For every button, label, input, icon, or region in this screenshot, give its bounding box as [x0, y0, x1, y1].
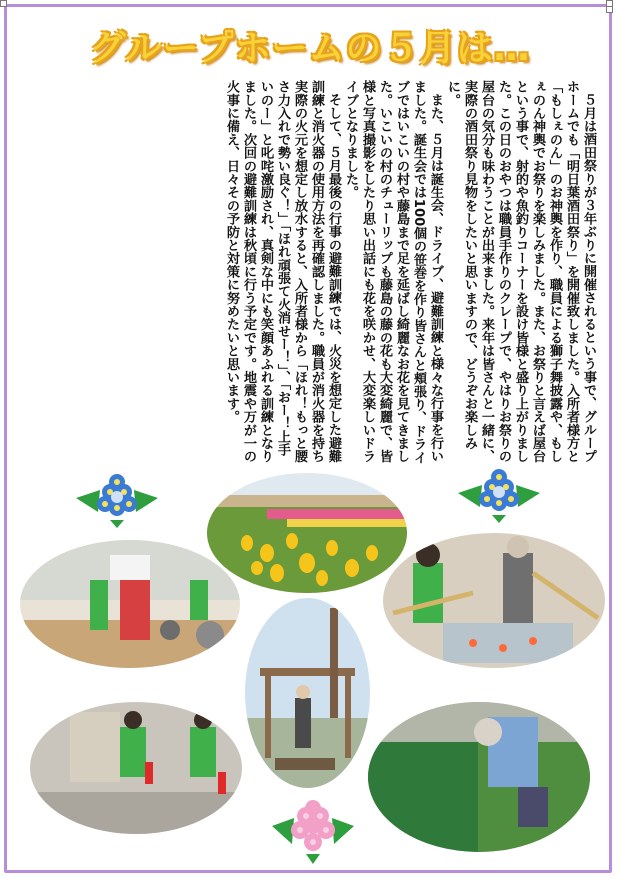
tulip-field-illustration — [207, 473, 407, 593]
lion-dance-illustration — [20, 540, 240, 668]
shishimai-dance-photo — [20, 540, 240, 668]
paragraph-events: また、５月は誕生会、ドライブ、避難訓練と様々な行事を行いました。誕生会では100個の笹巻を作り皆さんと頬張り、ドライブではいこいの村や藤島まで足を延ばし綺麗なお花を見てきました。いこいの村のチューリップも藤島の藤の花も大変綺麗で、皆様と写真撮影をしたり思い出話にも花を咲かせ、大変楽しいドライブとなりました。 — [343, 80, 443, 464]
tulip-field-photo — [207, 473, 407, 593]
paragraph-fire-drill: そして、５月最後の行事の避難訓練では、火災を想定した避難訓練と消火器の使用方法を再確認しました。職員が消火器を持ち実際の火元を想定し放水すると、入所者様から「ほれ！もっと腰さ力入れで勢い良ぐ！」「ほれ頑張て火消せー！」、「おー！上手いのー」と叱咤激励され、真剣な中にも笑顔あふれる訓練となりました。次回の避難訓練は秋頃に行う予定です。地震や万が一の火事に備え、日々その予防と対策に努めたいと思います。 — [224, 80, 341, 463]
resize-handle-top-left[interactable] — [0, 0, 7, 7]
article-body — [22, 80, 597, 465]
fishing-game-illustration — [383, 533, 605, 668]
page-title: グループホームの５月は… — [89, 28, 531, 69]
wisteria-trellis-photo — [245, 598, 370, 788]
resize-handle-top-right-lower[interactable] — [606, 6, 613, 13]
fire-drill-photo — [30, 702, 242, 834]
wisteria-illustration — [245, 598, 370, 788]
paragraph-festival: ５月は酒田祭りが３年ぶりに開催されるという事で、グループホームでも「明日葉酒田祭り」を開催致しました。入所者様方と「もしぇのん」のお神輿を作り、職員による獅子舞披露や、もしぇのん神輿でお祭りを楽しみました。また、お祭りと言えば屋台という事で、射的や魚釣りコーナーを設け皆様と盛り上がりました。この日のおやつは職員手作りのクレープで、やはりお祭りの屋台の気分も味わうことが出来ました。来年は皆さんと一緒に、実際の酒田祭り見物をしたいと思いますので、どうぞお楽しみに。 — [445, 80, 596, 463]
blue-hydrangea-right-icon — [452, 465, 546, 527]
fishing-game-photo — [383, 533, 605, 668]
garden-illustration — [368, 702, 590, 852]
garden-work-photo — [368, 702, 590, 852]
pink-hydrangea-icon — [268, 800, 358, 868]
blue-hydrangea-left-icon — [70, 470, 164, 532]
fire-drill-illustration — [30, 702, 242, 834]
